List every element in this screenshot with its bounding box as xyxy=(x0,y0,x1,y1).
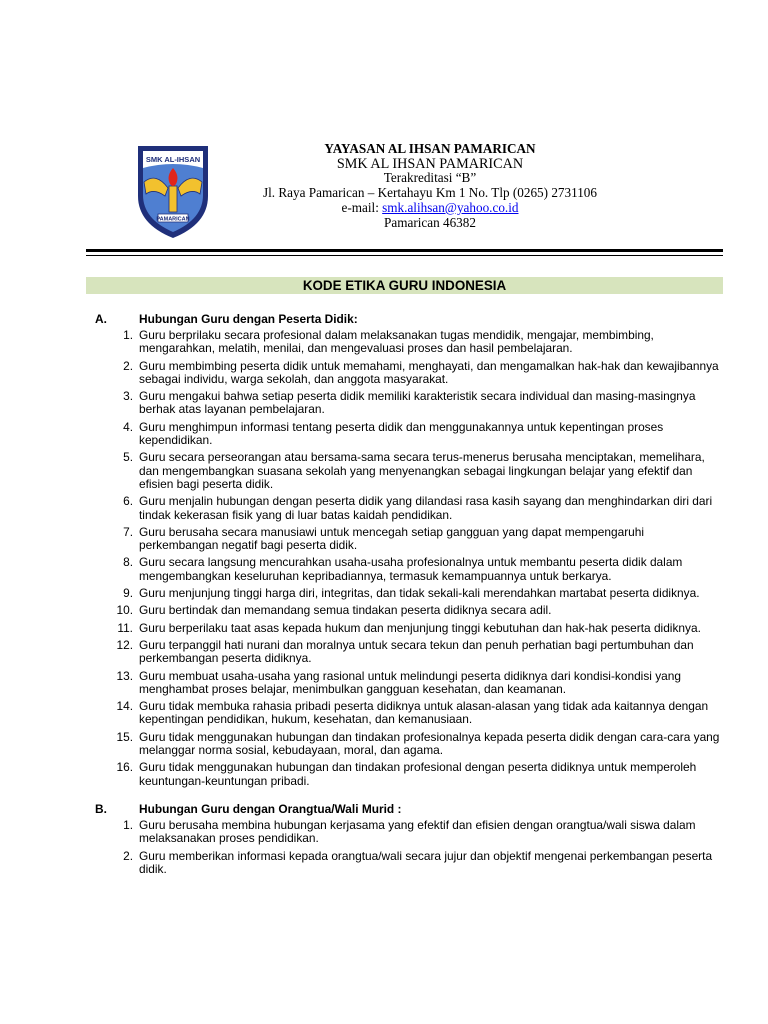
list-item-number: 8. xyxy=(123,555,133,570)
list-item xyxy=(0,731,720,758)
list-item-text: Guru bertindak dan memandang semua tindakan peserta didiknya secara adil. xyxy=(139,603,552,618)
list-item-text: Guru tidak menggunakan hubungan dan tindakan profesionalnya kepada peserta didik dengan cara-cara yang melanggar norma sosial, kebudayaan, moral, dan agama. xyxy=(139,729,720,758)
list-item-text: Guru tidak menggunakan hubungan dan tindakan profesional dengan peserta didiknya untuk memperoleh keuntungan-keuntungan pribadi. xyxy=(139,760,697,788)
list-item-number: 2. xyxy=(123,848,133,863)
logo-ring-text-top: SMK AL-IHSAN xyxy=(145,155,201,164)
list-item-number: 1. xyxy=(123,817,133,832)
list-item xyxy=(0,556,720,583)
list-item-text: Guru berperilaku taat asas kepada hukum dan menjunjung tinggi kebutuhan dan hak-hak peserta didiknya. xyxy=(139,620,701,635)
section-title: Hubungan Guru dengan Peserta Didik: xyxy=(139,312,358,326)
email-line xyxy=(240,201,620,216)
list-item-number: 10. xyxy=(116,603,133,618)
letterhead xyxy=(0,0,768,270)
list-item-number: 16. xyxy=(116,760,133,775)
list-item xyxy=(0,421,720,448)
list-item-text: Guru menghimpun informasi tentang peserta didik dan menggunakannya untuk kepentingan proses kependidikan. xyxy=(139,419,664,448)
list-item xyxy=(0,360,720,387)
list-item-text: Guru menjunjung tinggi harga diri, integritas, dan tidak sekali-kali merendahkan martabat peserta didiknya. xyxy=(139,586,700,601)
list-item xyxy=(0,850,720,877)
list-item-number: 5. xyxy=(123,450,133,465)
list-item-number: 13. xyxy=(116,668,133,683)
accreditation: Terakreditasi “B” xyxy=(383,170,477,186)
list-item xyxy=(0,639,720,666)
list-item xyxy=(0,329,720,356)
list-item-text: Guru mengakui bahwa setiap peserta didik memiliki karakteristik secara individual dan masing-masingnya berhak atas layanan pembelajaran. xyxy=(139,389,696,417)
document-title: KODE ETIKA GURU INDONESIA xyxy=(86,277,723,294)
list-item-text: Guru tidak membuka rahasia pribadi peserta didiknya untuk alasan-alasan yang tidak ada kaitannya dengan kepentingan pendidikan, hukum, kesehatan, dan kemanusiaan. xyxy=(139,699,709,727)
list-item xyxy=(0,670,720,697)
school-logo xyxy=(134,138,212,240)
list-item-text: Guru berprilaku secara profesional dalam melaksanakan tugas mendidik, mengajar, membimbing, mengarahkan, melatih, menilai, dan mengevaluasi proses dan hasil pembelajaran. xyxy=(139,328,654,356)
email-label: e-mail: xyxy=(341,199,383,215)
list-item-text: Guru membimbing peserta didik untuk memahami, menghayati, dan mengamalkan hak-hak dan kewajibannya sebagai individu, warga sekolah, dan anggota masyarakat. xyxy=(139,358,719,386)
list-item xyxy=(0,495,720,522)
list-item xyxy=(0,622,720,635)
list-item xyxy=(0,390,720,417)
list-item-text: Guru berusaha membina hubungan kerjasama yang efektif dan efisien dengan orangtua/wali siswa dalam melaksanakan proses pendidikan. xyxy=(139,817,696,846)
section-a xyxy=(0,310,768,788)
header-rule-thick xyxy=(86,249,723,252)
list-item-number: 7. xyxy=(123,524,133,539)
list-item xyxy=(0,451,720,491)
list-item-text: Guru membuat usaha-usaha yang rasional untuk melindungi peserta didiknya dari kondisi-kondisi yang menghambat proses belajar, menimbulkan gangguan kesehatan, dan keamanan. xyxy=(139,668,681,696)
school-name: SMK AL IHSAN PAMARICAN xyxy=(336,155,524,172)
list-item-number: 2. xyxy=(123,358,133,373)
list-item-number: 1. xyxy=(123,328,133,342)
list-item-number: 3. xyxy=(123,389,133,404)
list-item-text: Guru terpanggil hati nurani dan moralnya untuk secara tekun dan penuh perhatian bagi pertumbuhan dan perkembangan peserta didiknya. xyxy=(139,637,694,666)
section-title: Hubungan Guru dengan Orangtua/Wali Murid : xyxy=(139,801,402,816)
list-item-text: Guru secara perseorangan atau bersama-sama secara terus-menerus berusaha menciptakan, memelihara, dan mengembangkan suasana sekolah yang menyenangkan sebagai lingkungan belajar yang efektif dan efisien bagi peserta didik. xyxy=(139,450,705,491)
list-item-text: Guru memberikan informasi kepada orangtua/wali secara jujur dan objektif mengenai perkembangan peserta didik. xyxy=(139,848,713,876)
logo-ring-text-bottom: PAMARICAN xyxy=(156,216,190,223)
list-item xyxy=(0,604,720,617)
section-letter: A. xyxy=(95,312,107,326)
section-letter: B. xyxy=(95,801,107,816)
logo-torch xyxy=(169,186,177,212)
section-heading xyxy=(0,800,768,819)
header-rule-thin xyxy=(86,255,723,256)
list-item-text: Guru secara langsung mencurahkan usaha-usaha profesionalnya untuk membantu peserta didik dalam mengembangkan keseluruhan kepribadiannya, termasuk kemampuannya untuk berkarya. xyxy=(139,555,683,583)
email-link[interactable]: smk.alihsan@yahoo.co.id xyxy=(382,199,519,215)
section-heading xyxy=(0,310,768,329)
foundation-name: YAYASAN AL IHSAN PAMARICAN xyxy=(324,141,536,156)
list-item-text: Guru berusaha secara manusiawi untuk mencegah setiap gangguan yang dapat mempengaruhi perkembangan negatif bagi peserta didik. xyxy=(139,524,645,553)
list-item-number: 11. xyxy=(117,620,133,635)
letterhead-text xyxy=(240,142,620,230)
list-item-text: Guru menjalin hubungan dengan peserta didik yang dilandasi rasa kasih sayang dan menghindarkan diri dari tindak kekerasan fisik yang di luar batas kaidah pendidikan. xyxy=(139,494,713,522)
list-item-number: 15. xyxy=(116,729,133,744)
list-item-number: 14. xyxy=(116,699,133,714)
list-item xyxy=(0,761,720,788)
address: Jl. Raya Pamarican – Kertahayu Km 1 No. Tlp (0265) 2731106 xyxy=(262,185,597,201)
list-item-number: 9. xyxy=(123,586,133,601)
list-item xyxy=(0,526,720,553)
list-item-number: 6. xyxy=(123,494,133,509)
list-item-number: 12. xyxy=(116,637,133,652)
city: Pamarican 46382 xyxy=(384,214,476,230)
section-b xyxy=(0,800,768,876)
list-item-number: 4. xyxy=(123,419,133,434)
list-item xyxy=(0,587,720,600)
document-body xyxy=(0,310,768,888)
list-item xyxy=(0,819,720,846)
list-item xyxy=(0,700,720,727)
